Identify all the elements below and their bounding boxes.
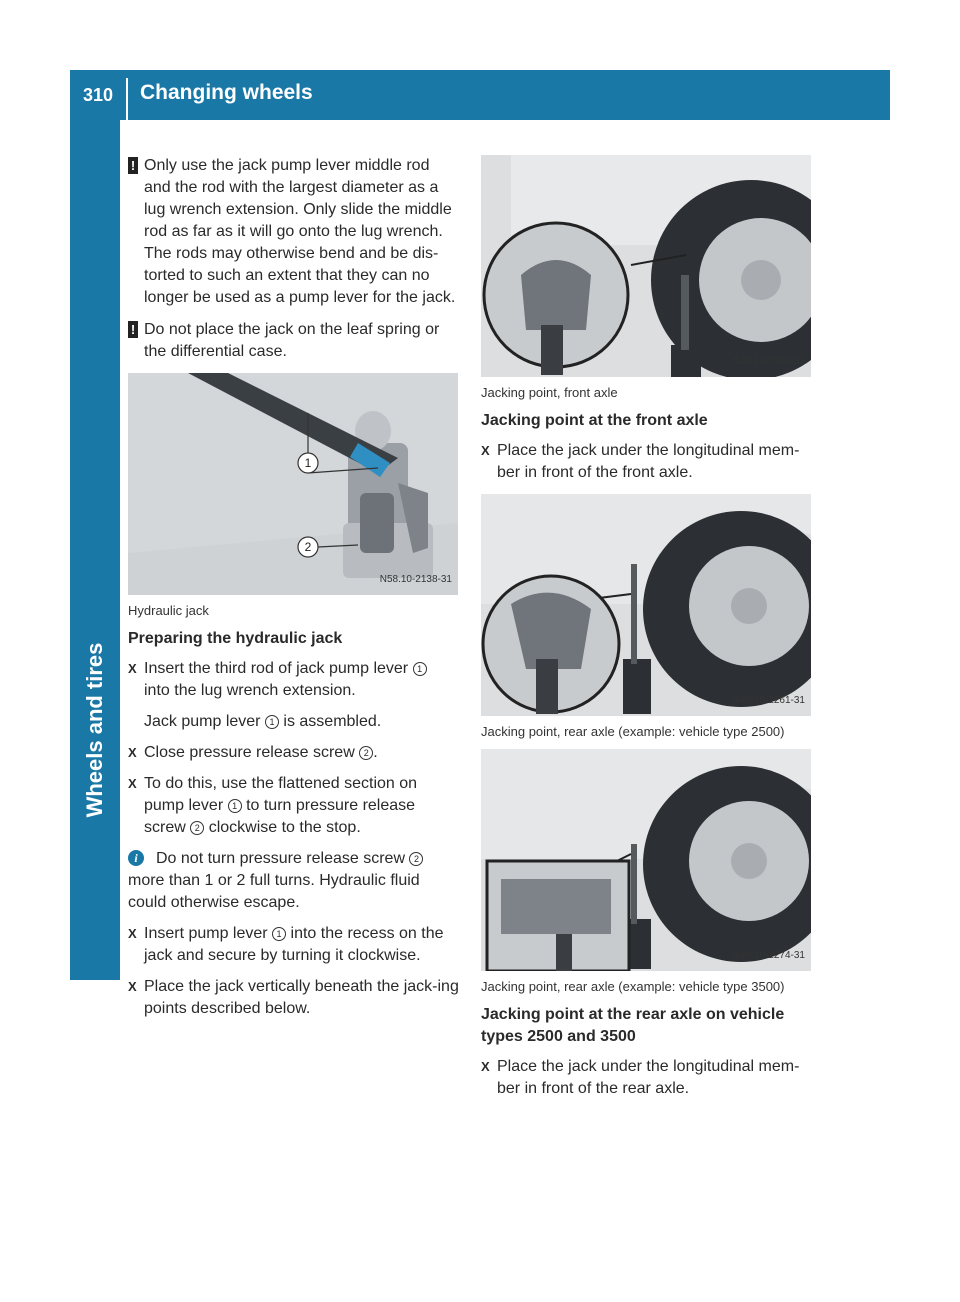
callout-1: 1 bbox=[272, 927, 286, 941]
figure-code: N40.10-2261-31 bbox=[732, 695, 805, 706]
header-divider bbox=[126, 78, 128, 120]
info-note: i Do not turn pressure release screw 2 more than 1 or 2 full turns. Hydraulic fluid could otherwise escape. bbox=[128, 848, 460, 914]
result-text: Jack pump lever 1 is assembled. bbox=[144, 713, 382, 730]
step-arrow-icon: X bbox=[128, 745, 137, 760]
instruction-step: X Close pressure release screw 2 . bbox=[128, 742, 460, 764]
step-arrow-icon: X bbox=[128, 979, 137, 994]
figure-caption: Hydraulic jack bbox=[128, 603, 209, 618]
instruction-step: X Place the jack under the longitudinal mem-ber in front of the rear axle. bbox=[481, 1058, 800, 1097]
figure-code: N40.10-2260-31 bbox=[732, 356, 805, 367]
callout-2: 2 bbox=[409, 852, 423, 866]
section-heading: Jacking point at the rear axle on vehicle types 2500 and 3500 bbox=[481, 1006, 785, 1045]
side-tab-block bbox=[70, 850, 120, 980]
warning-text: Only use the jack pump lever middle rod and the rod with the largest diameter as a lug wrench extension. Only slide the middle rod as far as it will go onto the lug wrench. The rods may otherwise bend and be dis-torted to such an extent that they can no longer be used as a pump lever for the jack. bbox=[144, 157, 456, 306]
callout-1: 1 bbox=[265, 715, 279, 729]
figure-code: N40.10-2274-31 bbox=[732, 950, 805, 961]
instruction-step: X Insert the third rod of jack pump lever 1 into the lug wrench extension. bbox=[128, 658, 460, 702]
instruction-step: X Place the jack under the longitudinal mem-ber in front of the front axle. bbox=[481, 442, 800, 481]
warning-note bbox=[128, 319, 460, 363]
front-axle-figure bbox=[481, 155, 811, 377]
figure-code: N58.10-2138-31 bbox=[379, 574, 452, 585]
rear-axle-3500-figure bbox=[481, 749, 811, 971]
callout-2: 2 bbox=[190, 821, 204, 835]
figure-caption: Jacking point, rear axle (example: vehicle type 2500) bbox=[481, 724, 785, 739]
left-column bbox=[128, 155, 460, 1029]
rear-axle-2500-illustration bbox=[481, 494, 811, 716]
page-title: Changing wheels bbox=[140, 81, 313, 104]
rear-axle-3500-illustration bbox=[481, 749, 811, 971]
hydraulic-jack-illustration bbox=[128, 373, 458, 595]
step-arrow-icon: X bbox=[128, 661, 137, 676]
side-tab-label: Wheels and tires bbox=[82, 642, 107, 818]
instruction-step: X Place the jack vertically beneath the jack-ing points described below. bbox=[128, 978, 459, 1017]
info-icon: i bbox=[128, 850, 144, 866]
warning-note bbox=[128, 155, 460, 309]
right-column bbox=[481, 155, 811, 1109]
figure-caption: Jacking point, rear axle (example: vehicle type 3500) bbox=[481, 979, 785, 994]
step-arrow-icon: X bbox=[481, 443, 490, 458]
callout-1: 1 bbox=[304, 456, 312, 470]
page-header bbox=[70, 70, 890, 120]
callout-2: 2 bbox=[359, 746, 373, 760]
section-heading: Preparing the hydraulic jack bbox=[128, 630, 343, 647]
warning-text: Do not place the jack on the leaf spring or the differential case. bbox=[144, 321, 440, 360]
warning-icon: ! bbox=[128, 321, 138, 338]
step-arrow-icon: X bbox=[128, 776, 137, 791]
instruction-step: X To do this, use the flattened section on pump lever 1 to turn pressure release screw 2 clockwise to the stop. bbox=[128, 775, 418, 836]
callout-2: 2 bbox=[304, 540, 312, 554]
hydraulic-jack-figure bbox=[128, 373, 458, 595]
rear-axle-2500-figure bbox=[481, 494, 811, 716]
instruction-step: X Insert pump lever 1 into the recess on the jack and secure by turning it clockwise. bbox=[128, 925, 444, 964]
warning-icon: ! bbox=[128, 157, 138, 174]
page-number: 310 bbox=[82, 85, 114, 105]
figure-caption: Jacking point, front axle bbox=[481, 385, 618, 400]
front-axle-illustration bbox=[481, 155, 811, 377]
callout-1: 1 bbox=[228, 799, 242, 813]
step-arrow-icon: X bbox=[128, 926, 137, 941]
section-heading: Jacking point at the front axle bbox=[481, 412, 708, 429]
step-arrow-icon: X bbox=[481, 1059, 490, 1074]
callout-1: 1 bbox=[413, 662, 427, 676]
